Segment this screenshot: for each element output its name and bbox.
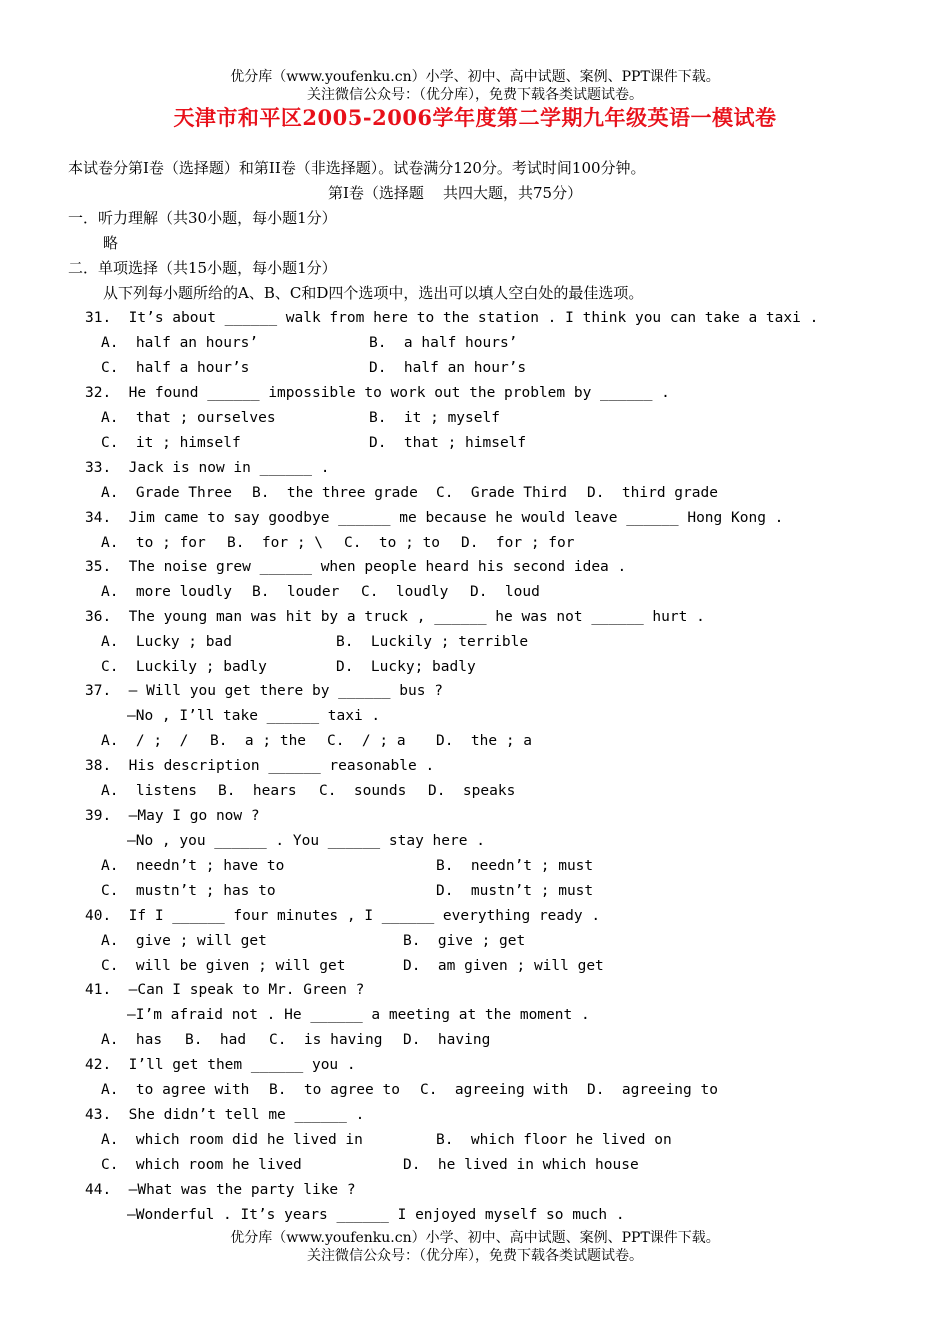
question-stem: 33. Jack is now in ______ . bbox=[85, 460, 330, 476]
option-a: A. / ; / bbox=[101, 733, 189, 749]
question-stem-reply: —No , you ______ . You ______ stay here . bbox=[127, 833, 485, 849]
question-stem: 41. —Can I speak to Mr. Green ? bbox=[85, 982, 365, 998]
option-c: C. sounds bbox=[319, 783, 407, 799]
option-b: B. louder bbox=[252, 584, 340, 600]
question-stem: 34. Jim came to say goodbye ______ me because he would leave ______ Hong Kong . bbox=[85, 510, 784, 526]
option-a: A. has bbox=[101, 1032, 163, 1048]
question-stem: 40. If I ______ four minutes , I ______ everything ready . bbox=[85, 908, 601, 924]
option-a: A. which room did he lived in bbox=[101, 1132, 363, 1148]
option-b: B. the three grade bbox=[252, 485, 418, 501]
section2-heading: 二．单项选择（共15小题，每小题1分） bbox=[68, 259, 337, 277]
option-c: C. it ; himself bbox=[101, 435, 241, 451]
question-stem: 38. His description ______ reasonable . bbox=[85, 758, 435, 774]
option-c: C. will be given ; will get bbox=[101, 958, 346, 974]
option-a: A. Lucky ; bad bbox=[101, 634, 232, 650]
option-b: B. a half hours’ bbox=[369, 335, 518, 351]
question-stem: 39. —May I go now ? bbox=[85, 808, 260, 824]
option-a: A. that ; ourselves bbox=[101, 410, 276, 426]
part1-heading: 第I卷（选择题 共四大题，共75分） bbox=[328, 184, 583, 202]
question-stem: 43. She didn’t tell me ______ . bbox=[85, 1107, 365, 1123]
option-d: D. speaks bbox=[428, 783, 516, 799]
option-d: D. am given ; will get bbox=[403, 958, 604, 974]
option-b: B. had bbox=[185, 1032, 247, 1048]
option-a: A. to agree with bbox=[101, 1082, 250, 1098]
option-b: B. for ; \ bbox=[227, 535, 324, 551]
question-stem: 37. — Will you get there by ______ bus ? bbox=[85, 683, 443, 699]
option-c: C. loudly bbox=[361, 584, 449, 600]
option-c: C. to ; to bbox=[344, 535, 441, 551]
option-a: A. give ; will get bbox=[101, 933, 267, 949]
option-c: C. agreeing with bbox=[420, 1082, 569, 1098]
option-c: C. half a hour’s bbox=[101, 360, 250, 376]
option-a: A. to ; for bbox=[101, 535, 206, 551]
option-c: C. Grade Third bbox=[436, 485, 567, 501]
option-d: D. that ; himself bbox=[369, 435, 527, 451]
option-d: D. third grade bbox=[587, 485, 718, 501]
option-d: D. Lucky; badly bbox=[336, 659, 476, 675]
option-d: D. half an hour’s bbox=[369, 360, 527, 376]
question-stem: 31. It’s about ______ walk from here to the station . I think you can take a taxi . bbox=[85, 310, 819, 326]
section1-heading: 一．听力理解（共30小题，每小题1分） bbox=[68, 209, 337, 227]
footer-line-1: 优分库（www.youfenku.cn）小学、初中、高中试题、案例、PPT课件下载。 bbox=[230, 1230, 720, 1246]
option-d: D. mustn’t ; must bbox=[436, 883, 594, 899]
page-title: 天津市和平区2005-2006学年度第二学期九年级英语一模试卷 bbox=[173, 105, 777, 130]
option-d: D. for ; for bbox=[461, 535, 575, 551]
option-b: B. needn’t ; must bbox=[436, 858, 594, 874]
option-a: A. Grade Three bbox=[101, 485, 232, 501]
question-stem: 42. I’ll get them ______ you . bbox=[85, 1057, 356, 1073]
question-stem: 35. The noise grew ______ when people heard his second idea . bbox=[85, 559, 627, 575]
option-c: C. Luckily ; badly bbox=[101, 659, 267, 675]
header-line-1: 优分库（www.youfenku.cn）小学、初中、高中试题、案例、PPT课件下载。 bbox=[230, 69, 720, 85]
option-c: C. which room he lived bbox=[101, 1157, 302, 1173]
option-d: D. having bbox=[403, 1032, 491, 1048]
option-a: A. needn’t ; have to bbox=[101, 858, 285, 874]
option-b: B. hears bbox=[218, 783, 297, 799]
question-stem: 36. The young man was hit by a truck , ______ he was not ______ hurt . bbox=[85, 609, 705, 625]
question-stem: 44. —What was the party like ? bbox=[85, 1182, 356, 1198]
option-c: C. is having bbox=[269, 1032, 383, 1048]
header-line-2: 关注微信公众号：（优分库），免费下载各类试题试卷。 bbox=[307, 87, 643, 103]
section1-note: 略 bbox=[103, 234, 119, 252]
option-b: B. give ; get bbox=[403, 933, 526, 949]
option-d: D. he lived in which house bbox=[403, 1157, 639, 1173]
option-c: C. / ; a bbox=[327, 733, 406, 749]
option-d: D. agreeing to bbox=[587, 1082, 718, 1098]
question-stem-reply: —Wonderful . It’s years ______ I enjoyed myself so much . bbox=[127, 1207, 625, 1223]
question-stem-reply: —No , I’ll take ______ taxi . bbox=[127, 708, 381, 724]
option-b: B. a ; the bbox=[210, 733, 307, 749]
footer-line-2: 关注微信公众号：（优分库），免费下载各类试题试卷。 bbox=[307, 1248, 643, 1264]
option-b: B. Luckily ; terrible bbox=[336, 634, 529, 650]
option-a: A. listens bbox=[101, 783, 198, 799]
option-b: B. which floor he lived on bbox=[436, 1132, 672, 1148]
option-d: D. loud bbox=[470, 584, 540, 600]
option-a: A. half an hours’ bbox=[101, 335, 259, 351]
option-a: A. more loudly bbox=[101, 584, 232, 600]
option-b: B. it ; myself bbox=[369, 410, 500, 426]
option-d: D. the ; a bbox=[436, 733, 533, 749]
exam-intro: 本试卷分第I卷（选择题）和第II卷（非选择题）。试卷满分120分。考试时间100分钟。 bbox=[68, 159, 646, 177]
question-stem: 32. He found ______ impossible to work out the problem by ______ . bbox=[85, 385, 670, 401]
option-c: C. mustn’t ; has to bbox=[101, 883, 276, 899]
section2-instruction: 从下列每小题所给的A、B、C和D四个选项中，选出可以填人空白处的最佳选项。 bbox=[103, 284, 644, 302]
option-b: B. to agree to bbox=[269, 1082, 400, 1098]
question-stem-reply: —I’m afraid not . He ______ a meeting at the moment . bbox=[127, 1007, 590, 1023]
